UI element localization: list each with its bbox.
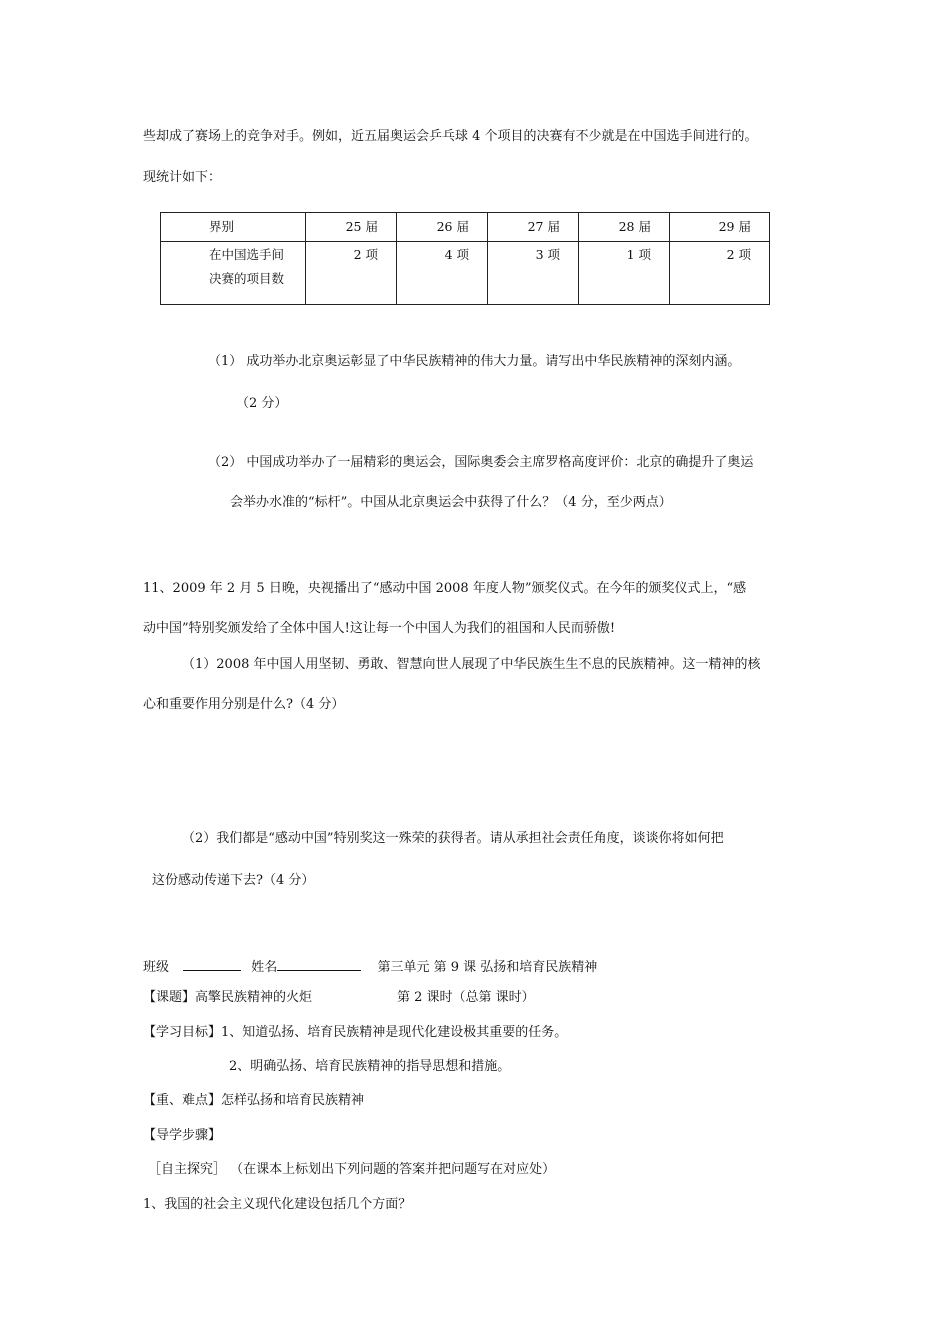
class-label: 班级 (143, 960, 170, 975)
q11-part2-line1: （2）我们都是“感动中国”特别奖这一殊荣的获得者。请从承担社会责任角度，谈谈你将如何把 (182, 831, 724, 846)
q10-part1-score: （2 分） (236, 396, 288, 411)
table-cell-28: 1 项 (579, 242, 670, 305)
table-cell-26: 4 项 (397, 242, 488, 305)
q11-line-1: 11、2009 年 2 月 5 日晚，央视播出了“感动中国 2008 年度人物”颁奖仪式。在今年的颁奖仪式上，“感 (143, 581, 747, 596)
table-row-label-line1: 在中国选手间 (209, 247, 285, 262)
table-cell-25: 2 项 (306, 242, 397, 305)
table-header-row (161, 213, 770, 242)
key-points: 【重、难点】怎样弘扬和培育民族精神 (143, 1093, 365, 1108)
table-row-label (161, 242, 306, 305)
table-col-25: 25 届 (306, 213, 397, 242)
class-name-line (143, 956, 597, 977)
intro-line-1: 些却成了赛场上的竞争对手。例如，近五届奥运会乒乓球 4 个项目的决赛有不少就是在中国选手间进行的。 (143, 129, 758, 144)
intro-line-2: 现统计如下： (143, 170, 222, 185)
table-col-27: 27 届 (488, 213, 579, 242)
q10-part2-line2: 会举办水准的“标杆”。中国从北京奥运会中获得了什么？（4 分，至少两点） (230, 495, 672, 510)
table-col-26: 26 届 (397, 213, 488, 242)
q11-part2-line2: 这份感动传递下去?（4 分） (152, 873, 315, 888)
table-row-label-line2: 决赛的项目数 (209, 271, 285, 286)
table-col-28: 28 届 (579, 213, 670, 242)
table-col-29: 29 届 (670, 213, 770, 242)
self-study: ［自主探究］ （在课本上标划出下列问题的答案并把问题写在对应处） (148, 1162, 556, 1177)
q10-part1: （1） 成功举办北京奥运彰显了中华民族精神的伟大力量。请写出中华民族精神的深刻内涵。 (208, 354, 741, 369)
q11-line-2: 动中国”特别奖颁发给了全体中国人!这让每一个中国人为我们的祖国和人民而骄傲! (143, 621, 616, 636)
guide-steps: 【导学步骤】 (143, 1128, 222, 1143)
table-cell-29: 2 项 (670, 242, 770, 305)
class-blank[interactable] (183, 956, 241, 971)
learning-goal-2: 2、明确弘扬、培育民族精神的指导思想和措施。 (229, 1059, 511, 1074)
table-header-label: 界别 (161, 213, 306, 242)
lesson-period: 第 2 课时（总第 课时） (397, 990, 535, 1005)
learning-goal-1: 【学习目标】1、知道弘扬、培育民族精神是现代化建设极其重要的任务。 (143, 1025, 568, 1040)
unit-title: 第三单元 第 9 课 弘扬和培育民族精神 (377, 960, 598, 975)
q10-part2-line1: （2） 中国成功举办了一届精彩的奥运会，国际奥委会主席罗格高度评价：北京的确提升了奥运 (208, 455, 754, 470)
q11-part1-line2: 心和重要作用分别是什么?（4 分） (143, 697, 345, 712)
table-row (161, 242, 770, 305)
lesson-topic: 【课题】高擎民族精神的火炬 (143, 990, 313, 1005)
q11-part1-line1: （1）2008 年中国人用坚韧、勇敢、智慧向世人展现了中华民族生生不息的民族精神。这一精神的核 (182, 657, 761, 672)
name-label: 姓名 (251, 960, 278, 975)
name-blank[interactable] (277, 956, 361, 971)
table-cell-27: 3 项 (488, 242, 579, 305)
question-1: 1、我国的社会主义现代化建设包括几个方面？ (143, 1197, 412, 1212)
stats-table (160, 212, 770, 305)
